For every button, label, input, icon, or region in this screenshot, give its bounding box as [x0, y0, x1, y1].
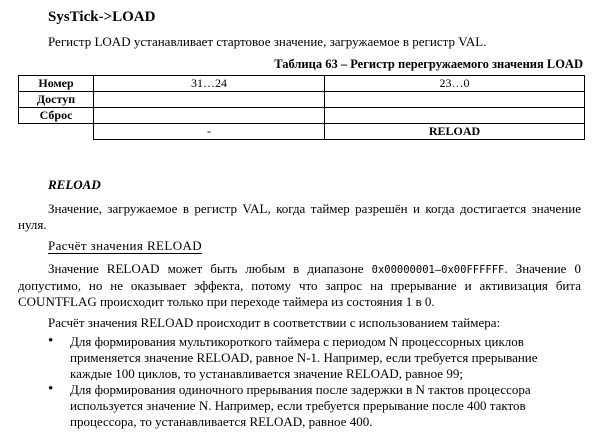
table-row — [19, 76, 585, 92]
register-table — [18, 75, 585, 140]
usage-paragraph: Расчёт значения RELOAD происходит в соответствии с использованием таймера: — [48, 315, 501, 330]
access-cell — [325, 92, 585, 108]
list-item — [42, 382, 572, 430]
row-label-empty — [19, 124, 94, 140]
list-item — [42, 334, 572, 382]
section-title: SysTick->LOAD — [48, 9, 156, 25]
bits-cell: 23…0 — [325, 76, 585, 92]
list-item-text: Для формирования мультикороткого таймера с периодом N процессорных циклов применяется значение RELOAD, равное N-1. Например, если требуется прерывание каждые 100 циклов, то устанавливается значение RELOAD, равное 99; — [70, 334, 538, 381]
list-item-text: Для формирования одиночного прерывания после задержки в N тактов процессора используется значение N. Например, если требуется прерывание после 400 тактов процессора, то устанавливается RELOAD, равное 400. — [70, 382, 531, 429]
table-caption: Таблица 63 – Регистр перегружаемого значения LOAD — [274, 57, 583, 71]
usage-list — [42, 334, 572, 430]
range-text-before: Значение RELOAD может быть любым в диапазоне — [48, 261, 372, 276]
row-label-access: Доступ — [19, 92, 94, 108]
range-text-after: . Значение 0 допустимо, но не оказывает эффекта, потому что запрос на прерывание и активизация бита COUNTFLAG происходит только при переходе таймера из состояния 1 в 0. — [18, 261, 581, 309]
field-name: RELOAD — [48, 177, 101, 192]
calc-heading: Расчёт значения RELOAD — [48, 238, 203, 253]
reset-cell — [325, 108, 585, 124]
range-value: 0x00000001–0x00FFFFFF — [371, 264, 505, 276]
reset-cell — [94, 108, 325, 124]
range-paragraph — [18, 261, 581, 310]
bits-cell: 31…24 — [94, 76, 325, 92]
table-row — [19, 108, 585, 124]
table-row — [19, 92, 585, 108]
row-label-number: Номер — [19, 76, 94, 92]
field-cell: - — [94, 124, 325, 140]
row-label-reset: Сброс — [19, 108, 94, 124]
table-row — [19, 124, 585, 140]
bullet-icon: • — [48, 333, 54, 349]
access-cell — [94, 92, 325, 108]
bullet-icon: • — [48, 381, 54, 397]
field-description: Значение, загружаемое в регистр VAL, когда таймер разрешён и когда достигается значение нуля. — [18, 201, 581, 232]
intro-paragraph: Регистр LOAD устанавливает стартовое значение, загружаемое в регистр VAL. — [48, 34, 487, 49]
field-cell: RELOAD — [325, 124, 585, 140]
